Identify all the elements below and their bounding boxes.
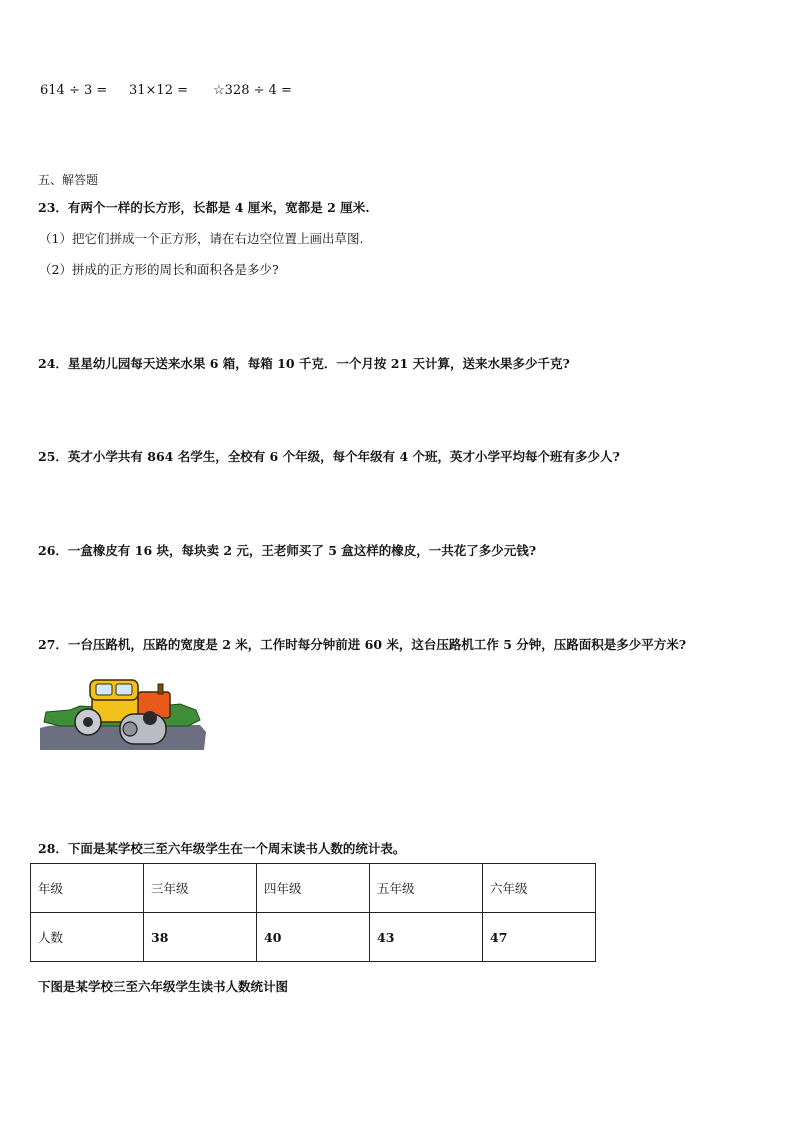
road-roller-illustration [40, 676, 210, 758]
question-28-number: 28． [38, 841, 68, 856]
question-23-number: 23． [38, 200, 68, 215]
small-wheel [143, 711, 157, 725]
question-28 [38, 839, 405, 857]
table-cell: 38 [144, 913, 257, 962]
cab-window-left [96, 684, 112, 695]
table-row-label: 人数 [31, 913, 144, 962]
question-23 [38, 198, 370, 216]
question-23-sub-2: （2）拼成的正方形的周长和面积各是多少? [39, 262, 279, 277]
question-27-text: 一台压路机，压路的宽度是 2 米，工作时每分钟前进 60 米，这台压路机工作 5 分钟，压路面积是多少平方米? [67, 637, 687, 652]
question-23-text: 有两个一样的长方形，长都是 4 厘米，宽都是 2 厘米. [67, 200, 370, 215]
exhaust-pipe [158, 684, 163, 694]
calc-expression-3-text: 328 ÷ 4 = [224, 83, 292, 98]
reading-stats-table [30, 863, 596, 962]
table-row [31, 913, 596, 962]
table-header-cell: 年级 [31, 864, 144, 913]
table-header-cell: 六年级 [483, 864, 596, 913]
question-24-text: 星星幼儿园每天送来水果 6 箱，每箱 10 千克．一个月按 21 天计算，送来水果多少千克? [67, 356, 570, 371]
rear-wheel-hub [83, 717, 93, 727]
question-25-text: 英才小学共有 864 名学生，全校有 6 个年级，每个年级有 4 个班，英才小学平均每个班有多少人? [67, 449, 620, 464]
star-icon: ☆ [213, 83, 225, 98]
table-cell: 40 [257, 913, 370, 962]
question-26-number: 26． [38, 543, 68, 558]
section-title: 五、解答题 [38, 173, 99, 187]
question-27 [38, 635, 686, 653]
front-drum-hub [123, 722, 137, 736]
question-25-number: 25． [38, 449, 68, 464]
calc-expression-3 [213, 83, 292, 98]
question-26-text: 一盒橡皮有 16 块，每块卖 2 元，王老师买了 5 盒这样的橡皮，一共花了多少元钱? [67, 543, 537, 558]
question-26 [38, 541, 536, 559]
chart-caption: 下图是某学校三至六年级学生读书人数统计图 [38, 979, 289, 994]
question-23-sub-1: （1）把它们拼成一个正方形，请在右边空位置上画出草图. [39, 231, 364, 246]
question-25 [38, 447, 620, 465]
question-24 [38, 354, 570, 372]
question-27-number: 27． [38, 637, 68, 652]
table-header-cell: 五年级 [370, 864, 483, 913]
table-cell: 43 [370, 913, 483, 962]
calc-expression-2: 31×12 = [129, 83, 189, 98]
table-header-cell: 三年级 [144, 864, 257, 913]
table-header-cell: 四年级 [257, 864, 370, 913]
table-cell: 47 [483, 913, 596, 962]
question-28-text: 下面是某学校三至六年级学生在一个周末读书人数的统计表。 [67, 841, 406, 856]
table-header-row [31, 864, 596, 913]
question-24-number: 24． [38, 356, 68, 371]
cab-window-right [116, 684, 132, 695]
calc-expression-1: 614 ÷ 3 = [40, 83, 108, 98]
